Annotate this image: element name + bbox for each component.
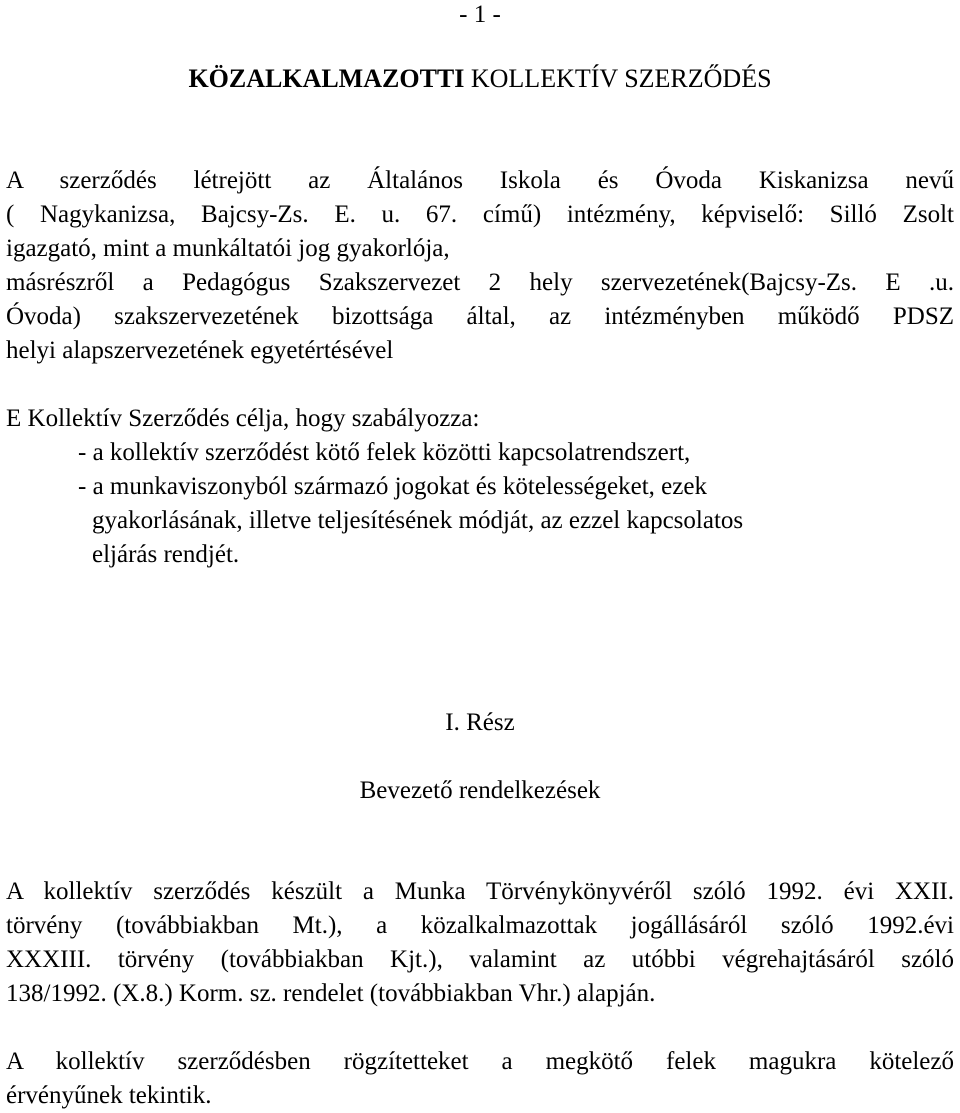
document-title — [6, 64, 954, 94]
legal-basis-line: törvény (továbbiakban Mt.), a közalkalmazottak jogállásáról szóló 1992.évi — [6, 912, 954, 939]
part-title: Bevezető rendelkezések — [359, 777, 601, 804]
document-title-bold: KÖZALKALMAZOTTI — [188, 64, 465, 93]
document-page — [6, 0, 956, 1113]
part-number: I. Rész — [445, 709, 515, 736]
intro-line: igazgató, mint a munkáltatói jog gyakorlója, — [6, 235, 450, 262]
binding-line: A kollektív szerződésben rögzítetteket a megkötő felek magukra kötelező — [6, 1048, 954, 1075]
document-title-regular: KOLLEKTÍV SZERZŐDÉS — [470, 64, 772, 93]
purpose-item-continuation: eljárás rendjét. — [92, 541, 240, 568]
purpose-heading: E Kollektív Szerződés célja, hogy szabályozza: — [6, 405, 480, 432]
intro-line: A szerződés létrejött az Általános Iskola és Óvoda Kiskanizsa nevű — [6, 167, 954, 194]
page-number: - 1 - — [459, 1, 501, 28]
legal-basis-line: A kollektív szerződés készült a Munka Törvénykönyvéről szóló 1992. évi XXII. — [6, 878, 954, 905]
binding-line: érvényűnek tekintik. — [6, 1082, 212, 1109]
purpose-item: - a munkaviszonyból származó jogokat és kötelességeket, ezek — [78, 473, 707, 500]
legal-basis-line: 138/1992. (X.8.) Korm. sz. rendelet (továbbiakban Vhr.) alapján. — [6, 980, 656, 1007]
legal-basis-line: XXXIII. törvény (továbbiakban Kjt.), valamint az utóbbi végrehajtásáról szóló — [6, 946, 954, 973]
intro-line: másrészről a Pedagógus Szakszervezet 2 hely szervezetének(Bajcsy-Zs. E .u. — [6, 269, 954, 296]
intro-line: Óvoda) szakszervezetének bizottsága által, az intézményben működő PDSZ — [6, 303, 954, 330]
purpose-item: - a kollektív szerződést kötő felek közötti kapcsolatrendszert, — [78, 439, 691, 466]
purpose-item-continuation: gyakorlásának, illetve teljesítésének módját, az ezzel kapcsolatos — [92, 507, 744, 534]
intro-line: helyi alapszervezetének egyetértésével — [6, 337, 394, 364]
intro-line: ( Nagykanizsa, Bajcsy-Zs. E. u. 67. című) intézmény, képviselő: Silló Zsolt — [6, 201, 954, 228]
